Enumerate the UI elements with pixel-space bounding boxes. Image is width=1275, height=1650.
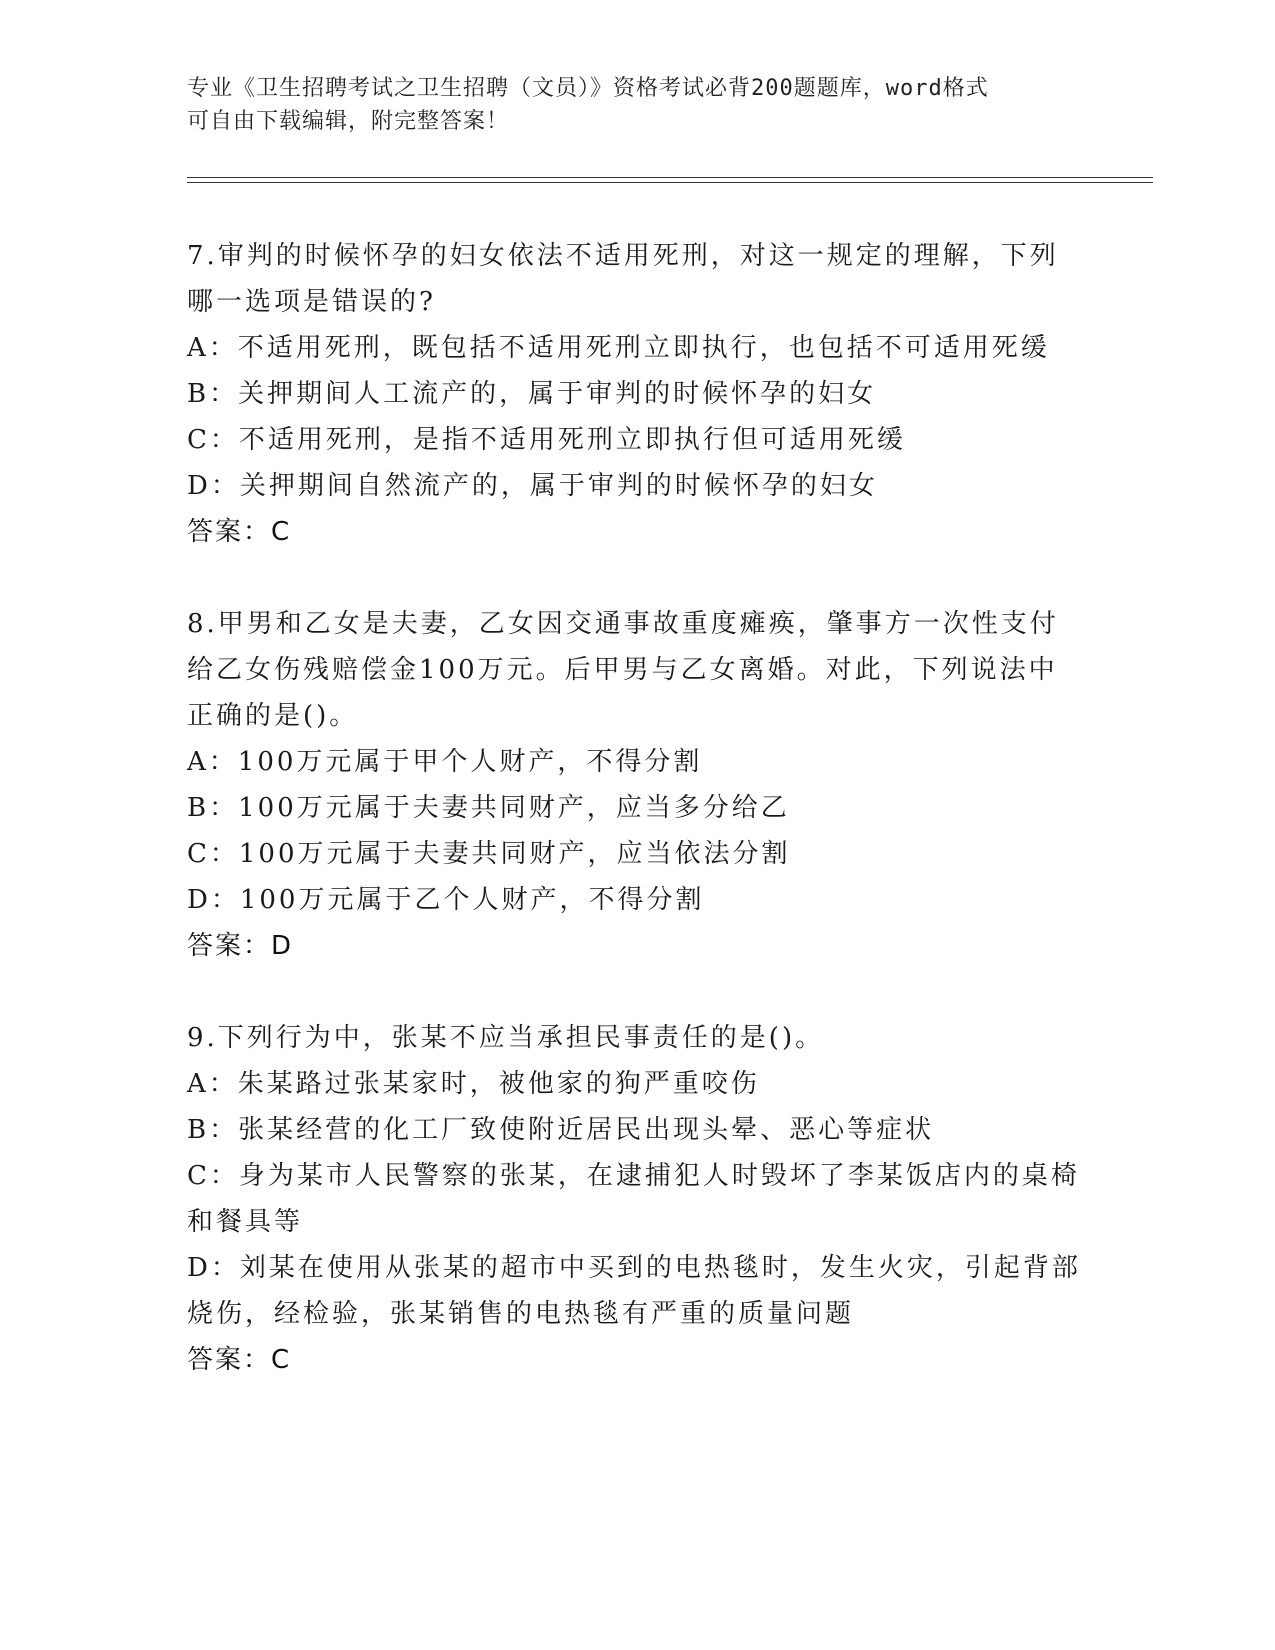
option-a: A：朱某路过张某家时，被他家的狗严重咬伤 bbox=[187, 1069, 760, 1099]
question-7 bbox=[187, 233, 1087, 555]
question-8 bbox=[187, 601, 1087, 969]
option-a: A：100万元属于甲个人财产，不得分割 bbox=[187, 747, 703, 777]
option-d: D：刘某在使用从张某的超市中买到的电热毯时，发生火灾，引起背部 bbox=[187, 1253, 1081, 1283]
question-stem-line: 8.甲男和乙女是夫妻，乙女因交通事故重度瘫痪，肇事方一次性支付 bbox=[187, 609, 1059, 639]
header-line-1: 专业《卫生招聘考试之卫生招聘（文员）》资格考试必背200题题库，word格式 bbox=[187, 76, 989, 101]
option-c: C：身为某市人民警察的张某，在逮捕犯人时毁坏了李某饭店内的桌椅 bbox=[187, 1161, 1080, 1191]
question-stem-line: 给乙女伤残赔偿金100万元。后甲男与乙女离婚。对此，下列说法中 bbox=[187, 655, 1058, 685]
option-b: B：100万元属于夫妻共同财产，应当多分给乙 bbox=[187, 793, 790, 823]
option-c: C：100万元属于夫妻共同财产，应当依法分割 bbox=[187, 839, 791, 869]
header-divider-bottom bbox=[187, 182, 1153, 183]
answer-label: 答案：D bbox=[187, 931, 294, 961]
document-header bbox=[187, 72, 1067, 138]
answer-label: 答案：C bbox=[187, 1345, 292, 1375]
question-stem-line: 7.审判的时候怀孕的妇女依法不适用死刑，对这一规定的理解，下列 bbox=[187, 241, 1059, 271]
question-9 bbox=[187, 1015, 1087, 1383]
option-b: B：张某经营的化工厂致使附近居民出现头晕、恶心等症状 bbox=[187, 1115, 935, 1145]
question-stem-line: 9.下列行为中，张某不应当承担民事责任的是()。 bbox=[187, 1023, 825, 1053]
header-divider-top bbox=[187, 177, 1153, 178]
option-c-continued: 和餐具等 bbox=[187, 1207, 304, 1237]
option-d: D：100万元属于乙个人财产，不得分割 bbox=[187, 885, 705, 915]
option-b: B：关押期间人工流产的，属于审判的时候怀孕的妇女 bbox=[187, 379, 877, 409]
header-line-2: 可自由下载编辑，附完整答案！ bbox=[187, 109, 510, 134]
option-a: A：不适用死刑，既包括不适用死刑立即执行，也包括不可适用死缓 bbox=[187, 333, 1050, 363]
answer-label: 答案：C bbox=[187, 517, 292, 547]
question-list bbox=[187, 233, 1087, 1429]
question-stem-line: 哪一选项是错误的? bbox=[187, 287, 436, 317]
option-c: C：不适用死刑，是指不适用死刑立即执行但可适用死缓 bbox=[187, 425, 906, 455]
option-d: D：关押期间自然流产的，属于审判的时候怀孕的妇女 bbox=[187, 471, 878, 501]
question-stem-line: 正确的是()。 bbox=[187, 701, 359, 731]
option-d-continued: 烧伤，经检验，张某销售的电热毯有严重的质量问题 bbox=[187, 1299, 855, 1329]
